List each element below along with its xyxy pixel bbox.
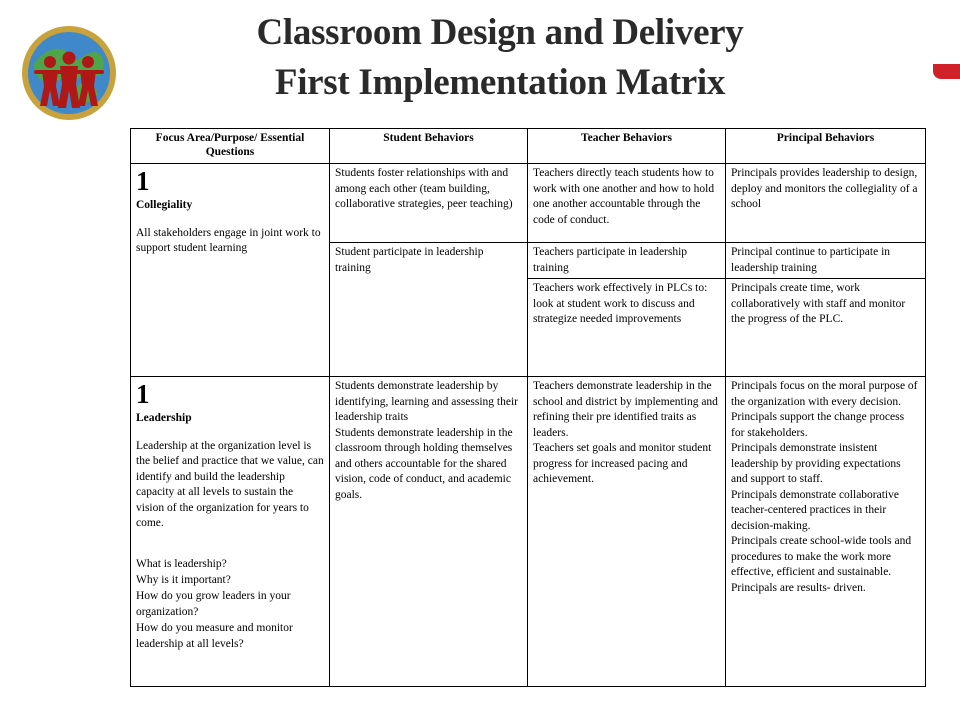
focus-cell-leadership <box>131 377 330 687</box>
teacher-cell: Teachers directly teach students how to work with one another and how to hold one another accountable through the code of conduct. <box>528 164 726 243</box>
table-row <box>131 377 926 687</box>
header-row <box>131 129 926 164</box>
row-number: 1 <box>136 166 150 196</box>
principal-cell: Principal continue to participate in leadership training <box>726 243 926 279</box>
focus-area-title: Leadership <box>136 412 192 424</box>
globe-with-people-icon <box>20 24 118 122</box>
principal-behavior: Principals are results- driven. <box>731 581 866 594</box>
essential-questions <box>136 556 324 652</box>
teacher-cell <box>528 377 726 687</box>
principal-behavior: Principals create school-wide tools and procedures to make the work more effective, efficient and sustainable. <box>731 535 912 578</box>
teacher-cell: Teachers work effectively in PLCs to: look at student work to discuss and strategize needed improvements <box>528 279 726 377</box>
focus-area-title: Collegiality <box>136 199 193 211</box>
page-title <box>170 8 830 108</box>
student-cell: Students foster relationships with and among each other (team building, collaborative strategies, peer teaching) <box>330 164 528 243</box>
title-line-2: First Implementation Matrix <box>274 62 726 103</box>
student-cell <box>330 377 528 687</box>
row-number: 1 <box>136 379 150 409</box>
header-student-behaviors: Student Behaviors <box>330 129 528 164</box>
student-behavior: Students demonstrate leadership in the classroom through holding themselves and others accountable for the shared vision, code of conduct, and academic goals. <box>335 426 513 501</box>
implementation-matrix <box>130 128 926 687</box>
question-item: How do you measure and monitor leadership at all levels? <box>136 621 293 650</box>
focus-area-description: Leadership at the organization level is the belief and practice that we value, can identify and build the leadership capacity at all levels to sustain the vision of the organization for years to come. <box>136 439 324 529</box>
teacher-behavior: Teachers demonstrate leadership in the school and district by implementing and refining their pre identified traits as leaders. <box>533 380 718 439</box>
header-teacher-behaviors: Teacher Behaviors <box>528 129 726 164</box>
question-item: Why is it important? <box>136 573 231 586</box>
principal-behavior: Principals demonstrate collaborative teacher-centered practices in their decision-making. <box>731 488 899 532</box>
student-behavior: Students demonstrate leadership by identifying, learning and assessing their leadership traits <box>335 380 519 423</box>
question-item: What is leadership? <box>136 557 227 570</box>
principal-behavior: Principals demonstrate insistent leadership by providing expectations and support to staff. <box>731 442 901 485</box>
principal-cell: Principals provides leadership to design, deploy and monitors the collegiality of a school <box>726 164 926 243</box>
principal-behavior: Principals support the change process for stakeholders. <box>731 411 905 439</box>
header-principal-behaviors: Principal Behaviors <box>726 129 926 164</box>
focus-cell-collegiality <box>131 164 330 377</box>
table-row <box>131 164 926 243</box>
title-line-1: Classroom Design and Delivery <box>256 12 744 53</box>
accent-tab <box>933 64 960 79</box>
principal-behavior: Principals focus on the moral purpose of the organization with every decision. <box>731 380 918 408</box>
focus-area-description: All stakeholders engage in joint work to support student learning <box>136 226 321 254</box>
student-cell: Student participate in leadership training <box>330 243 528 377</box>
principal-cell <box>726 377 926 687</box>
principal-cell: Principals create time, work collaboratively with staff and monitor the progress of the PLC. <box>726 279 926 377</box>
question-item: How do you grow leaders in your organization? <box>136 589 291 618</box>
teacher-behavior: Teachers set goals and monitor student progress for increased pacing and achievement. <box>533 442 712 485</box>
teacher-cell: Teachers participate in leadership training <box>528 243 726 279</box>
header-focus-area: Focus Area/Purpose/ Essential Questions <box>131 129 330 164</box>
